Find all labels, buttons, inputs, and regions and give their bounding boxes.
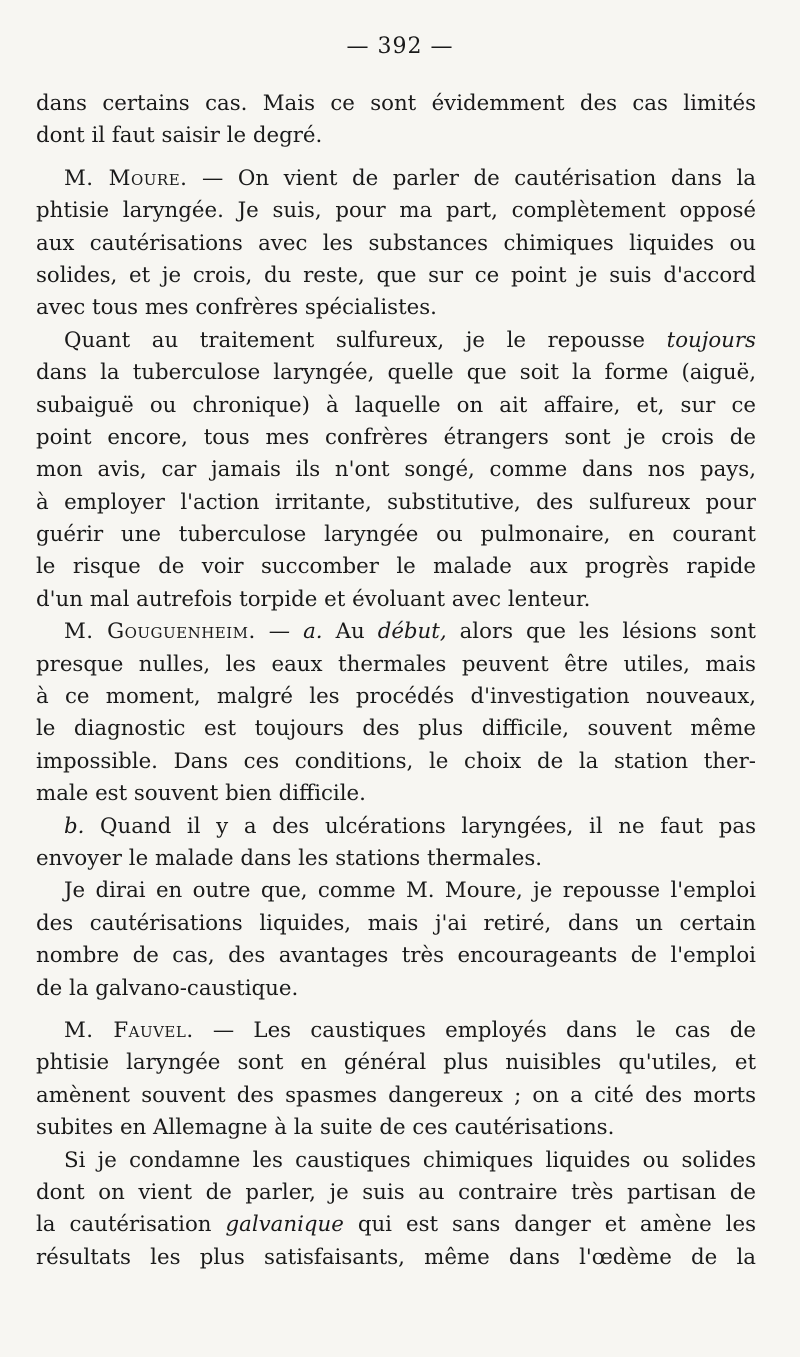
text-line: presque nulles, les eaux thermales peuvent être utiles, mais [36,651,756,677]
emphasis-text: galvanique [225,1212,344,1238]
text-line: des cautérisations liquides, mais j'ai retiré, dans un certain [36,910,756,936]
text-line: aux cautérisations avec les substances chimiques liquides ou [36,230,756,256]
text-line: dont il faut saisir le degré. [36,123,323,149]
text-line: guérir une tuberculose laryngée ou pulmonaire, en courant [36,522,756,548]
paragraph [36,325,756,617]
text-line: subites en Allemagne à la suite de ces cautérisations. [36,1115,615,1141]
text-line: subaiguë ou chronique) à laquelle on ait affaire, et, sur ce [36,392,756,418]
text-line: à employer l'action irritante, substitutive, des sulfureux pour [36,489,756,515]
text-line [36,616,756,648]
speaker-name: M. Moure. [64,165,188,191]
body-text [36,88,756,1274]
text-line: le risque de voir succomber le malade aux progrès rapide [36,554,756,580]
text-run: — Les caustiques employés dans le cas de [193,1017,756,1043]
text-line: dans certains cas. Mais ce sont évidemment des cas limités [36,91,756,116]
text-line: point encore, tous mes confrères étrangers sont je crois de [36,424,756,450]
paragraph [36,88,756,153]
paragraph [36,1015,756,1145]
emphasis-text: toujours [666,327,756,353]
paragraph [36,616,756,810]
speaker-name: M. Fauvel. [64,1017,194,1043]
text-line: Je dirai en outre que, comme M. Moure, je repousse l'emploi [64,878,756,904]
text-line: d'un mal autrefois torpide et évoluant avec lenteur. [36,586,591,612]
paragraph [36,163,756,325]
text-line: dans la tuberculose laryngée, quelle que soit la forme (aiguë, [36,360,756,386]
text-line: phtisie laryngée sont en général plus nuisibles qu'utiles, et [36,1050,756,1076]
text-run: la cautérisation [36,1212,226,1238]
text-line [36,1209,756,1241]
text-run: Quand il y a des ulcérations laryngées, il ne faut pas [84,813,756,839]
paragraph [36,811,756,876]
text-line: dont on vient de parler, je suis au contraire très partisan de [36,1179,756,1205]
page-number: — 392 — [346,34,454,59]
text-line [36,1015,756,1047]
text-line: de la galvano-caustique. [36,975,299,1001]
text-line: nombre de cas, des avantages très encourageants de l'emploi [36,943,756,969]
text-run: Au [322,619,378,645]
text-line: impossible. Dans ces conditions, le choix de la station ther- [36,748,756,774]
text-line: male est souvent bien difficile. [36,781,366,807]
paragraph [36,875,756,1005]
text-run: Quant au traitement sulfureux, je le repousse [64,327,667,353]
text-run: alors que les lésions sont [446,619,756,645]
text-line: Si je condamne les caustiques chimiques liquides ou solides [64,1147,756,1173]
list-marker: b. [64,813,85,839]
text-line: phtisie laryngée. Je suis, pour ma part, complètement opposé [36,198,756,224]
text-line: à ce moment, malgré les procédés d'investigation nouveaux, [36,684,756,710]
text-line: résultats les plus satisfaisants, même dans l'œdème de la [36,1244,756,1270]
text-line: mon avis, car jamais ils n'ont songé, comme dans nos pays, [36,457,756,483]
paragraph [36,1145,756,1275]
text-run: qui est sans danger et amène les [343,1212,756,1238]
text-line: envoyer le malade dans les stations thermales. [36,845,543,871]
text-run: — On vient de parler de cautérisation dans la [187,165,756,191]
speaker-name: M. Gouguenheim. [64,619,256,645]
text-line [36,163,756,195]
emphasis-text: début, [377,619,447,645]
list-marker: — a. [255,619,323,645]
text-line: avec tous mes confrères spécialistes. [36,295,437,321]
text-line: amènent souvent des spasmes dangereux ; on a cité des morts [36,1082,756,1108]
text-line: solides, et je crois, du reste, que sur ce point je suis d'accord [36,262,756,288]
text-line [36,325,756,357]
text-line: le diagnostic est toujours des plus difficile, souvent même [36,716,756,742]
text-line [36,811,756,843]
